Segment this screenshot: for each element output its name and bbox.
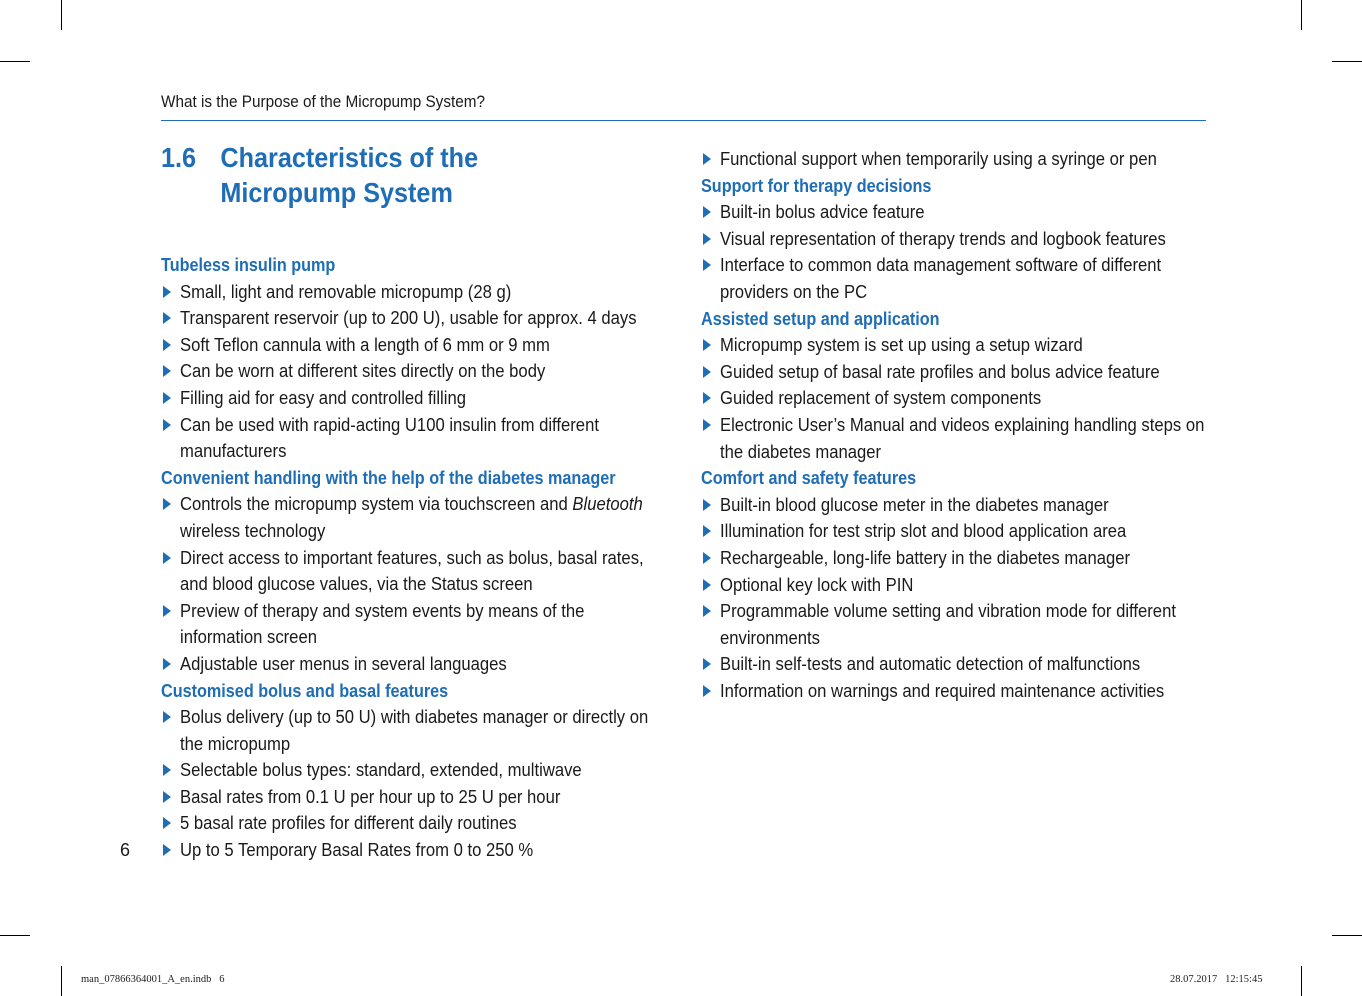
bullet-arrow-icon	[703, 605, 711, 617]
page-number: 6	[120, 840, 131, 860]
bullet-arrow-icon	[703, 685, 711, 697]
left-column	[161, 252, 721, 864]
list-item: Direct access to important features, such as bolus, basal rates, and blood glucose values, via the Status screen	[161, 545, 721, 598]
list-item: Rechargeable, long-life battery in the diabetes manager	[701, 545, 1261, 572]
bullet-arrow-icon	[703, 552, 711, 564]
bullet-arrow-icon	[703, 419, 711, 431]
list-item: Illumination for test strip slot and blood application area	[701, 518, 1261, 545]
list-item: Can be worn at different sites directly on the body	[161, 358, 721, 385]
running-header: What is the Purpose of the Micropump System?	[161, 92, 485, 111]
list-item: Built-in self-tests and automatic detection of malfunctions	[701, 651, 1261, 678]
list-item: Electronic User’s Manual and videos explaining handling steps on the diabetes manager	[701, 412, 1261, 465]
bullet-arrow-icon	[703, 206, 711, 218]
list-item: Built-in bolus advice feature	[701, 199, 1261, 226]
bullet-arrow-icon	[163, 419, 171, 431]
list-item: Adjustable user menus in several languages	[161, 651, 721, 678]
bullet-arrow-icon	[163, 658, 171, 670]
crop-mark	[1332, 935, 1362, 936]
section-heading: Characteristics of the Micropump System	[220, 142, 479, 208]
list-item: Information on warnings and required maintenance activities	[701, 678, 1261, 705]
group-heading: Support for therapy decisions	[701, 175, 932, 196]
bullet-arrow-icon	[703, 339, 711, 351]
bullet-arrow-icon	[163, 312, 171, 324]
bullet-list	[701, 332, 1261, 465]
group-heading: Assisted setup and application	[701, 308, 940, 329]
print-slug-timestamp: 28.07.2017 12:15:45	[1170, 974, 1263, 985]
list-item: Up to 5 Temporary Basal Rates from 0 to 250 %	[161, 837, 721, 864]
bullet-arrow-icon	[163, 286, 171, 298]
bullet-list	[161, 704, 721, 864]
crop-mark	[61, 966, 62, 996]
list-item: Preview of therapy and system events by means of the information screen	[161, 598, 721, 651]
bullet-list	[161, 491, 721, 677]
bullet-arrow-icon	[163, 498, 171, 510]
right-column	[701, 146, 1261, 704]
list-item: Soft Teflon cannula with a length of 6 mm or 9 mm	[161, 332, 721, 359]
bullet-arrow-icon	[703, 233, 711, 245]
list-item: Visual representation of therapy trends and logbook features	[701, 226, 1261, 253]
bullet-arrow-icon	[703, 153, 711, 165]
list-item: Controls the micropump system via touchscreen and Bluetooth wireless technology	[161, 491, 721, 544]
list-item: Functional support when temporarily using a syringe or pen	[701, 146, 1261, 173]
list-item: Programmable volume setting and vibration mode for different environments	[701, 598, 1261, 651]
bullet-list	[701, 492, 1261, 705]
bullet-arrow-icon	[703, 499, 711, 511]
crop-mark	[1332, 61, 1362, 62]
list-item: Guided setup of basal rate profiles and bolus advice feature	[701, 359, 1261, 386]
bullet-arrow-icon	[163, 392, 171, 404]
bullet-arrow-icon	[163, 711, 171, 723]
list-item: Interface to common data management software of different providers on the PC	[701, 252, 1261, 305]
list-item: Built-in blood glucose meter in the diabetes manager	[701, 492, 1261, 519]
header-rule	[161, 120, 1206, 121]
list-item: Bolus delivery (up to 50 U) with diabetes manager or directly on the micropump	[161, 704, 721, 757]
bullet-list	[161, 279, 721, 465]
list-item: Filling aid for easy and controlled filling	[161, 385, 721, 412]
list-item: Selectable bolus types: standard, extended, multiwave	[161, 757, 721, 784]
bullet-arrow-icon	[163, 764, 171, 776]
bullet-list	[701, 199, 1261, 305]
section-number: 1.6	[161, 142, 197, 173]
bullet-arrow-icon	[703, 525, 711, 537]
bullet-arrow-icon	[703, 392, 711, 404]
crop-mark	[0, 935, 30, 936]
crop-mark	[0, 61, 30, 62]
bullet-list	[701, 146, 1261, 173]
bullet-arrow-icon	[163, 365, 171, 377]
bullet-arrow-icon	[163, 817, 171, 829]
group-heading: Customised bolus and basal features	[161, 680, 449, 701]
list-item: Micropump system is set up using a setup wizard	[701, 332, 1261, 359]
crop-mark	[61, 0, 62, 30]
print-slug-file: man_07866364001_A_en.indb 6	[81, 974, 225, 985]
list-item: Optional key lock with PIN	[701, 572, 1261, 599]
crop-mark	[1301, 966, 1302, 996]
list-item: Transparent reservoir (up to 200 U), usable for approx. 4 days	[161, 305, 721, 332]
crop-mark	[1301, 0, 1302, 30]
bullet-arrow-icon	[703, 579, 711, 591]
list-item: Guided replacement of system components	[701, 385, 1261, 412]
bullet-arrow-icon	[163, 339, 171, 351]
bullet-arrow-icon	[703, 366, 711, 378]
bullet-arrow-icon	[703, 658, 711, 670]
bullet-arrow-icon	[163, 552, 171, 564]
group-heading: Comfort and safety features	[701, 468, 917, 489]
bullet-arrow-icon	[163, 605, 171, 617]
group-heading: Tubeless insulin pump	[161, 255, 336, 275]
list-item: Can be used with rapid-acting U100 insulin from different manufacturers	[161, 412, 721, 465]
bullet-arrow-icon	[163, 791, 171, 803]
list-item: Basal rates from 0.1 U per hour up to 25 U per hour	[161, 784, 721, 811]
group-heading: Convenient handling with the help of the diabetes manager	[161, 467, 616, 488]
bullet-arrow-icon	[163, 844, 171, 856]
bullet-arrow-icon	[703, 259, 711, 271]
list-item: 5 basal rate profiles for different daily routines	[161, 810, 721, 837]
list-item: Small, light and removable micropump (28 g)	[161, 279, 721, 306]
